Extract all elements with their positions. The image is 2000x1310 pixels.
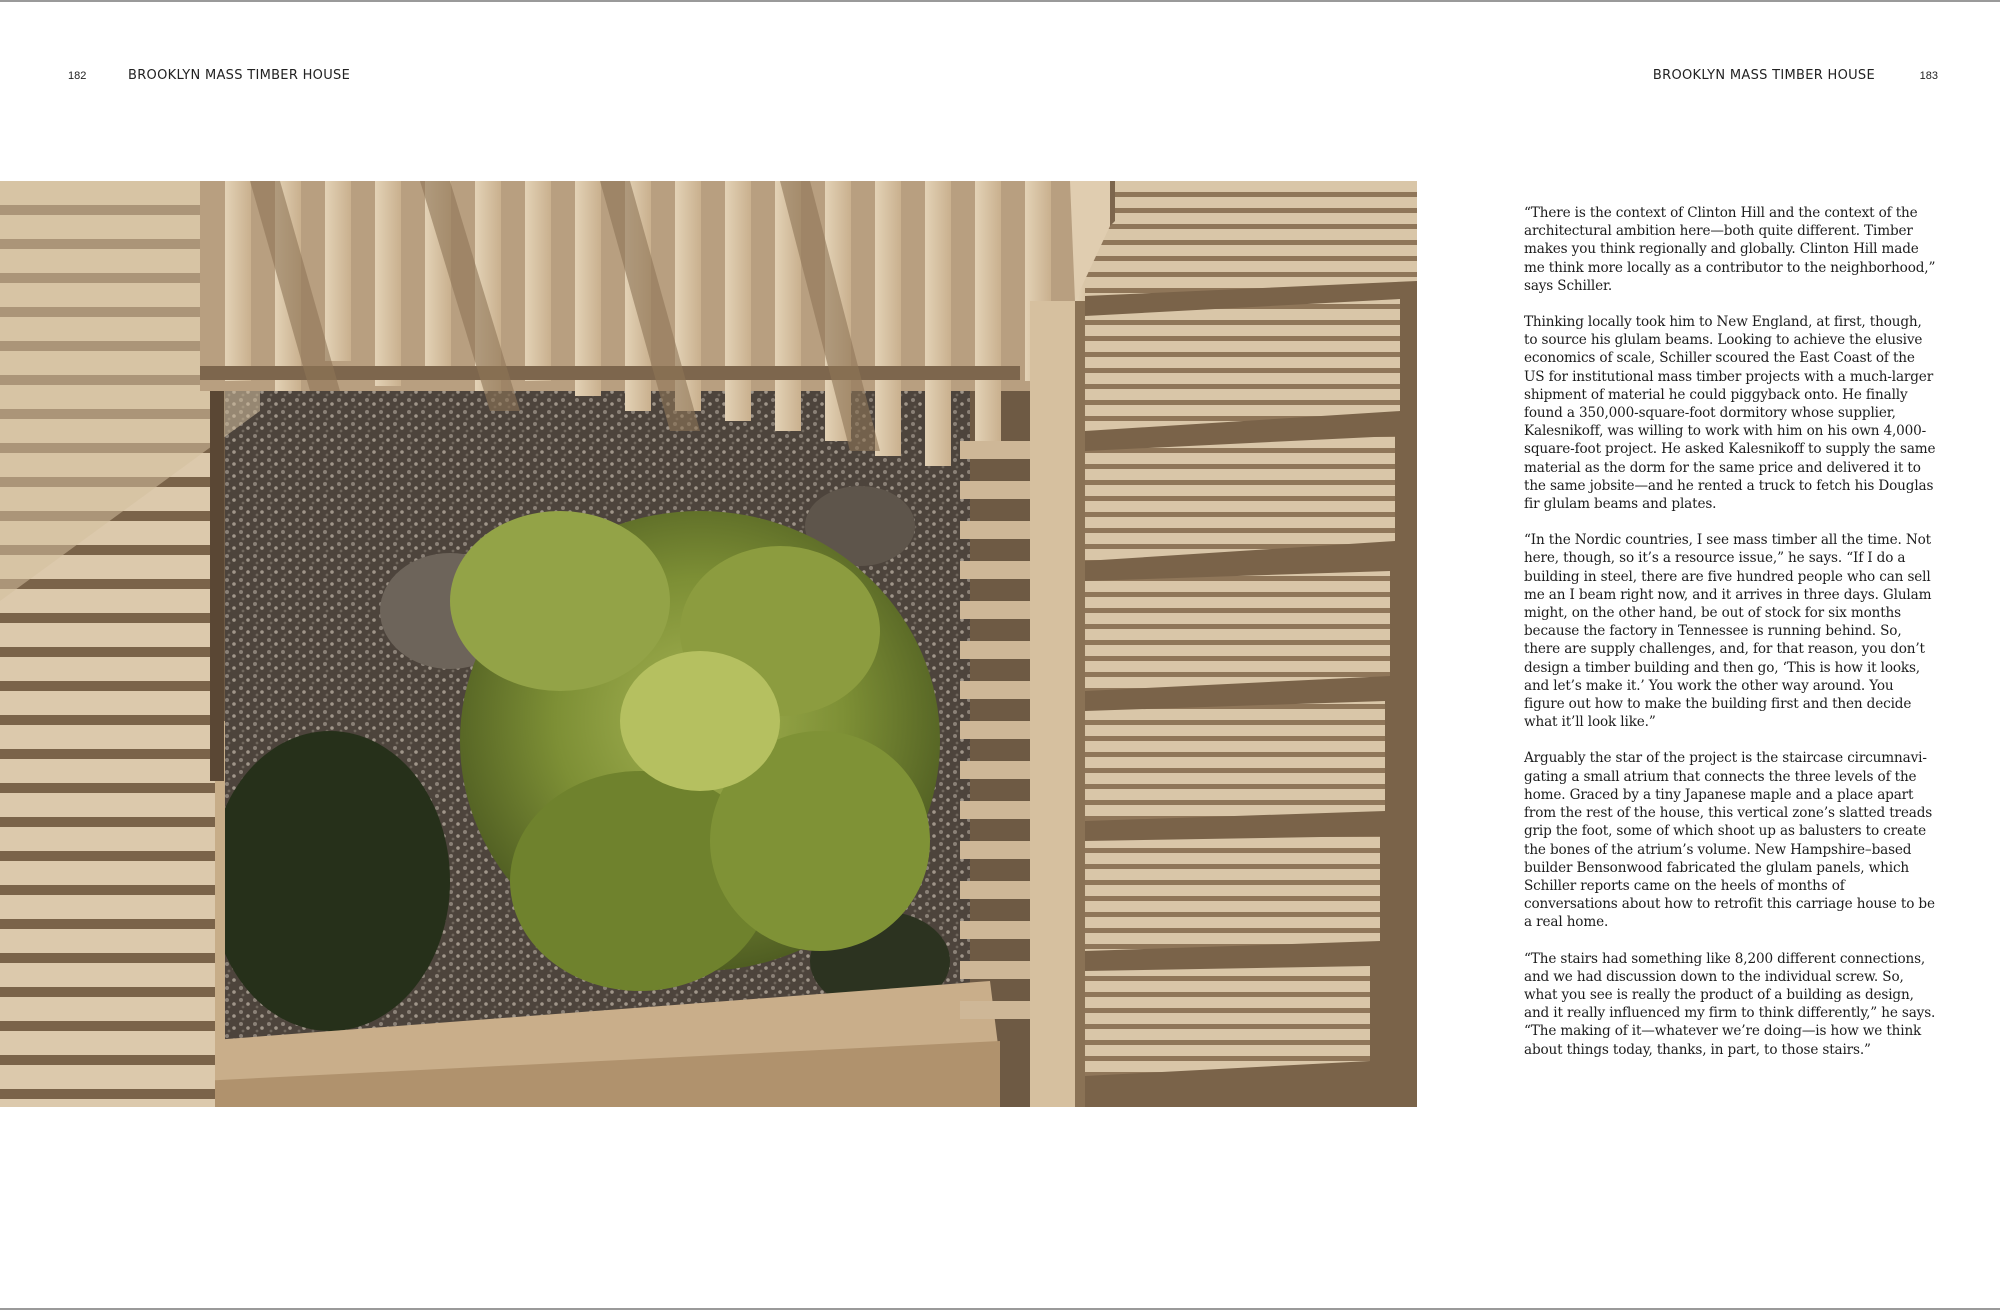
paragraph-clinton-hill-context: “There is the context of Clinton Hill and the context of the architectural ambition here—both quite different. Timber makes you think regionally and globally. Clinton Hill made me think more locally as a contributor to the neighborhood,” says Schiller. — [1524, 205, 1936, 294]
staircase-atrium-photo — [0, 181, 1417, 1107]
japanese-maple — [450, 511, 940, 991]
page-top-edge — [0, 0, 2000, 2]
paragraph-nordic-supply: “In the Nordic countries, I see mass timber all the time. Not here, though, so it’s a resource issue,” he says. “If I do a building in steel, there are five hundred people who can sell me an I beam right now, and it arrives in three days. Glulam might, on the other hand, be out of stock for six months because the factory in Tennessee is running behind. So, there are supply challenges, and, for that reason, you don’t design a timber building and then go, ‘This is how it looks, and let’s make it.’ You work the other way around. You figure out how to make the building first and then decide what it’ll look like.” — [1524, 532, 1932, 731]
right-running-head: BROOKLYN MASS TIMBER HOUSE — [1652, 68, 1875, 83]
left-running-head: BROOKLYN MASS TIMBER HOUSE — [128, 68, 351, 83]
paragraph-sourcing-glulam: Thinking locally took him to New England, at first, though, to source his glulam beams. Looking to achieve the elusive economics of scale, Schiller scoured the East Coast of the US for institutional mass timber projects with a much-larger shipment of material he could piggyback onto. He finally found a 350,000-square-foot dormitory whose supplier, Kalesnikoff, was willing to work with him on his own 4,000-square-foot project. He asked Kalesnikoff to supply the same material as the dorm for the same price and delivered it to the same jobsite—and he rented a truck to fetch his Douglas fir glulam beams and plates. — [1524, 314, 1936, 513]
paragraph-stair-connections: “The stairs had something like 8,200 different connections, and we had discussion down to the individual screw. So, what you see is really the product of a building as design, and it really influenced my firm to think differently,” he says. “The making of it—whatever we’re doing—is how we think about things today, thanks, in part, to those stairs.” — [1524, 950, 1936, 1058]
article-body — [1524, 204, 1938, 1077]
right-page-number: 183 — [1919, 70, 1938, 82]
left-page-number: 182 — [68, 70, 87, 82]
paragraph-staircase-atrium: Arguably the star of the project is the staircase circumnavigating a small atrium that connects the three levels of the home. Graced by a tiny Japanese maple and a place apart from the rest of the house, this vertical zone’s slatted treads grip the foot, some of which shoot up as balusters to create the bones of the atrium’s volume. New Hampshire–based builder Bensonwood fabricated the glulam panels, which Schiller reports came on the heels of months of conversations about how to retrofit this carriage house to be a real home. — [1524, 750, 1935, 931]
